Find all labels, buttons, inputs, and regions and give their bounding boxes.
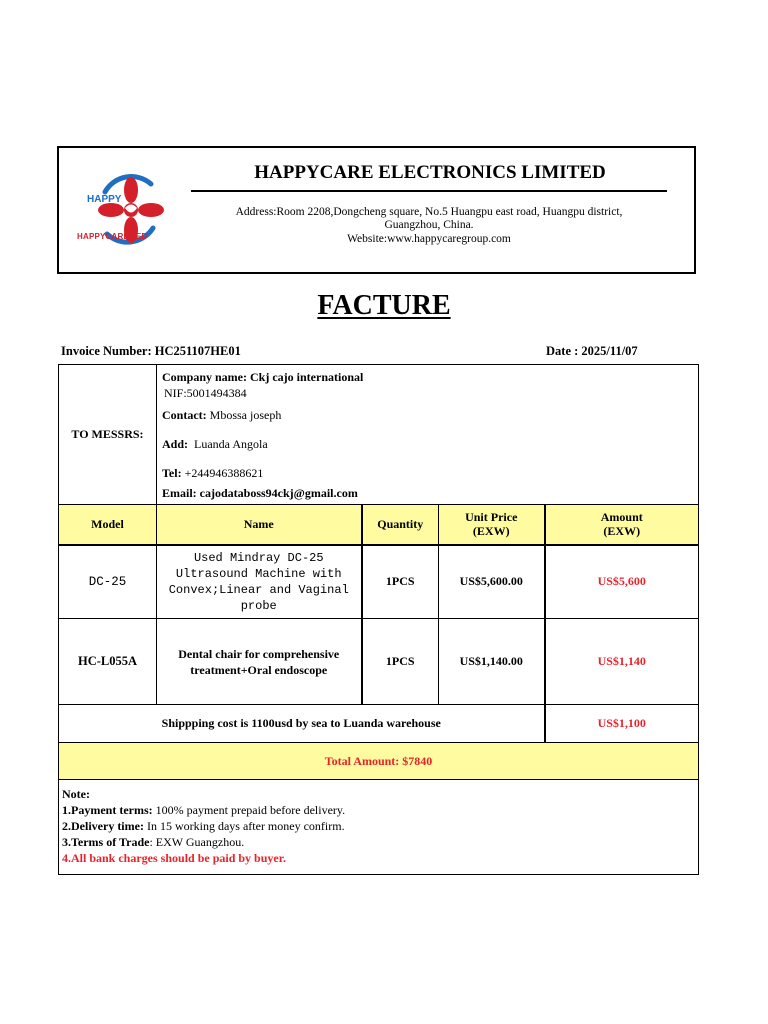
shipping-text: Shippping cost is 1100usd by sea to Luanda warehouse — [59, 705, 545, 743]
recipient-address: Add: Luanda Angola — [162, 437, 268, 451]
table-row — [59, 545, 699, 619]
recipient-tel: Tel: +244946388621 — [162, 466, 264, 480]
total-row — [59, 743, 699, 780]
note-terms: 3.Terms of Trade: EXW Guangzhou. — [62, 835, 245, 849]
item-name: Dental chair for comprehensive treatment+Oral endoscope — [157, 619, 362, 705]
address-line-1: Address:Room 2208,Dongcheng square, No.5 Huangpu east road, Huangpu district, — [235, 206, 623, 218]
shipping-row — [59, 705, 699, 743]
invoice-date: Date : 2025/11/07 — [546, 344, 638, 358]
to-messrs-label: TO MESSRS: — [59, 365, 157, 505]
item-quantity: 1PCS — [362, 619, 439, 705]
item-amount: US$5,600 — [545, 545, 699, 619]
col-unit-price: Unit Price (EXW) — [439, 505, 545, 545]
table-row — [59, 619, 699, 705]
company-header — [57, 146, 696, 274]
recipient-contact: Contact: Mbossa joseph — [162, 408, 282, 422]
col-model: Model — [59, 505, 157, 545]
item-name: Used Mindray DC-25 Ultrasound Machine with Convex;Linear and Vaginal probe — [157, 545, 362, 619]
col-amount: Amount (EXW) — [545, 505, 699, 545]
document-title: FACTURE — [317, 290, 451, 321]
item-model: HC-L055A — [59, 619, 157, 705]
company-name: HAPPYCARE ELECTRONICS LIMITED — [254, 162, 606, 183]
col-quantity: Quantity — [362, 505, 439, 545]
recipient-details — [157, 365, 699, 505]
logo-text: HAPPYCAREMED — [77, 232, 148, 241]
shipping-amount: US$1,100 — [545, 705, 699, 743]
recipient-nif: NIF:5001494384 — [164, 386, 247, 400]
item-model: DC-25 — [59, 545, 157, 619]
notes-row — [59, 780, 699, 875]
notes — [59, 780, 699, 875]
item-amount: US$1,140 — [545, 619, 699, 705]
company-divider — [191, 190, 667, 192]
invoice-table — [58, 364, 699, 875]
recipient-email: Email: cajodataboss94ckj@gmail.com — [162, 486, 358, 500]
note-delivery: 2.Delivery time: In 15 working days after money confirm. — [62, 819, 345, 833]
recipient-company: Company name: Ckj cajo international — [162, 370, 364, 384]
invoice-number: Invoice Number: HC251107HE01 — [61, 344, 241, 358]
item-unit-price: US$5,600.00 — [439, 545, 545, 619]
note-title: Note: — [62, 787, 90, 801]
note-payment: 1.Payment terms: 100% payment prepaid before delivery. — [62, 803, 346, 817]
company-address — [209, 206, 649, 232]
total-amount: Total Amount: $7840 — [59, 743, 699, 780]
item-quantity: 1PCS — [362, 545, 439, 619]
company-website: Website:www.happycaregroup.com — [347, 233, 511, 245]
address-line-2: Guangzhou, China. — [384, 219, 474, 231]
note-bank-charges: 4.All bank charges should be paid by buyer. — [62, 851, 286, 865]
item-unit-price: US$1,140.00 — [439, 619, 545, 705]
recipient-row — [59, 365, 699, 505]
col-name: Name — [157, 505, 362, 545]
table-header-row — [59, 505, 699, 545]
logo-happy-text: HAPPY — [87, 194, 122, 205]
